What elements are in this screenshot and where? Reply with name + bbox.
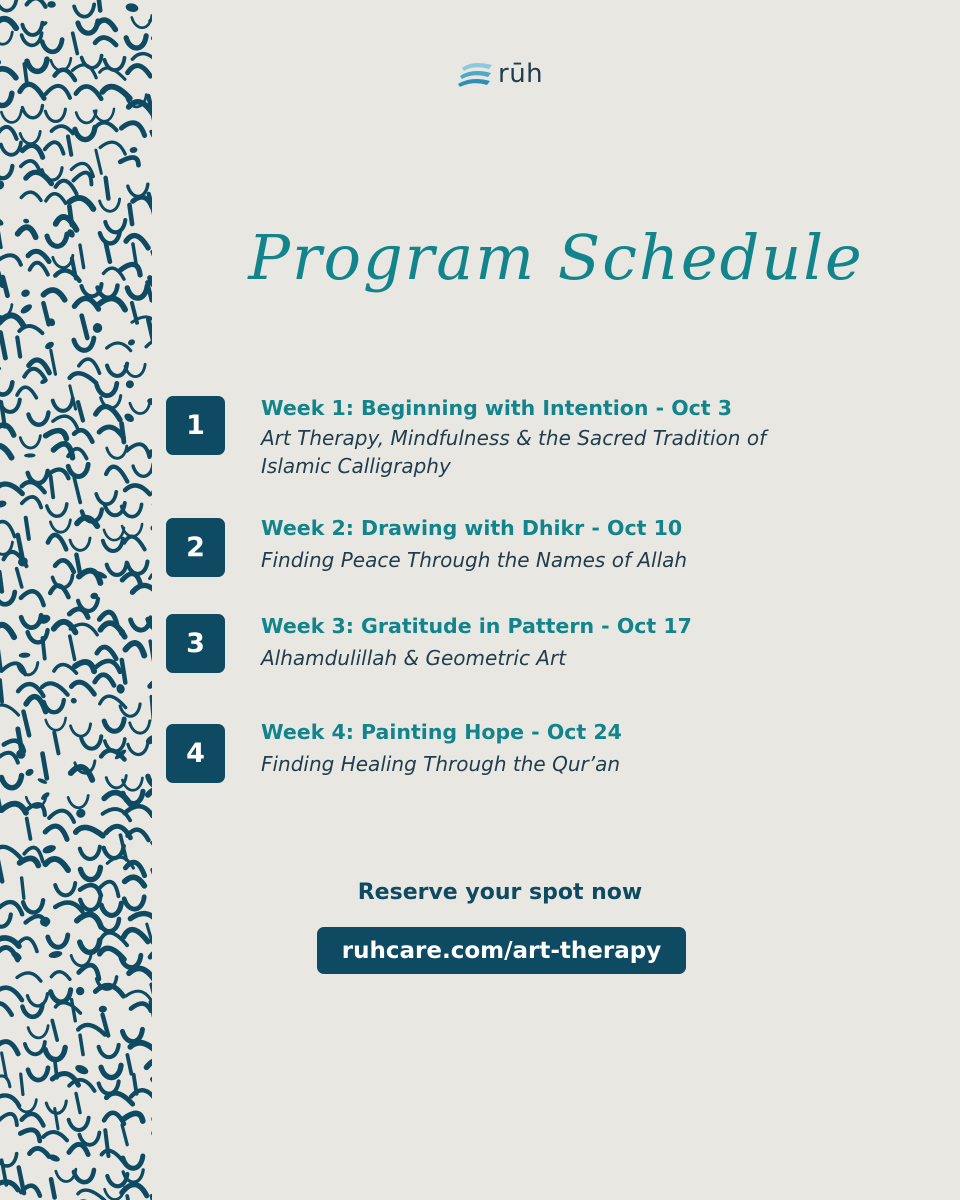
registration-link-button[interactable] [317,927,686,974]
logo [458,56,543,92]
week-number-badge: 3 [166,614,225,673]
schedule-item-week-3 [166,614,866,674]
week-title: Week 4: Painting Hope - Oct 24 [261,720,622,744]
week-description: Art Therapy, Mindfulness & the Sacred Tradition of Islamic Calligraphy [261,426,767,478]
cta-label: Reserve your spot now [357,880,643,905]
week-number-badge: 4 [166,724,225,783]
registration-link-text[interactable]: ruhcare.com/art-therapy [341,937,662,964]
logo-wordmark: rūh [498,59,544,89]
week-number-badge: 2 [166,518,225,577]
week-title: Week 1: Beginning with Intention - Oct 3 [261,396,732,420]
calligraphy-pattern-strip [0,0,152,1200]
schedule-item-week-4 [166,720,866,784]
page-title: Program Schedule [248,221,864,294]
week-title: Week 3: Gratitude in Pattern - Oct 17 [261,614,692,638]
wave-stripes-icon [458,59,494,89]
week-description: Finding Peace Through the Names of Allah [261,548,688,572]
week-description: Finding Healing Through the Qur’an [261,752,621,776]
week-number-badge: 1 [166,396,225,455]
week-description: Alhamdulillah & Geometric Art [261,646,567,670]
arabic-calligraphy-pattern-icon [0,0,152,1200]
schedule-item-week-1 [166,396,866,486]
week-title: Week 2: Drawing with Dhikr - Oct 10 [261,516,683,540]
schedule-item-week-2 [166,518,866,578]
